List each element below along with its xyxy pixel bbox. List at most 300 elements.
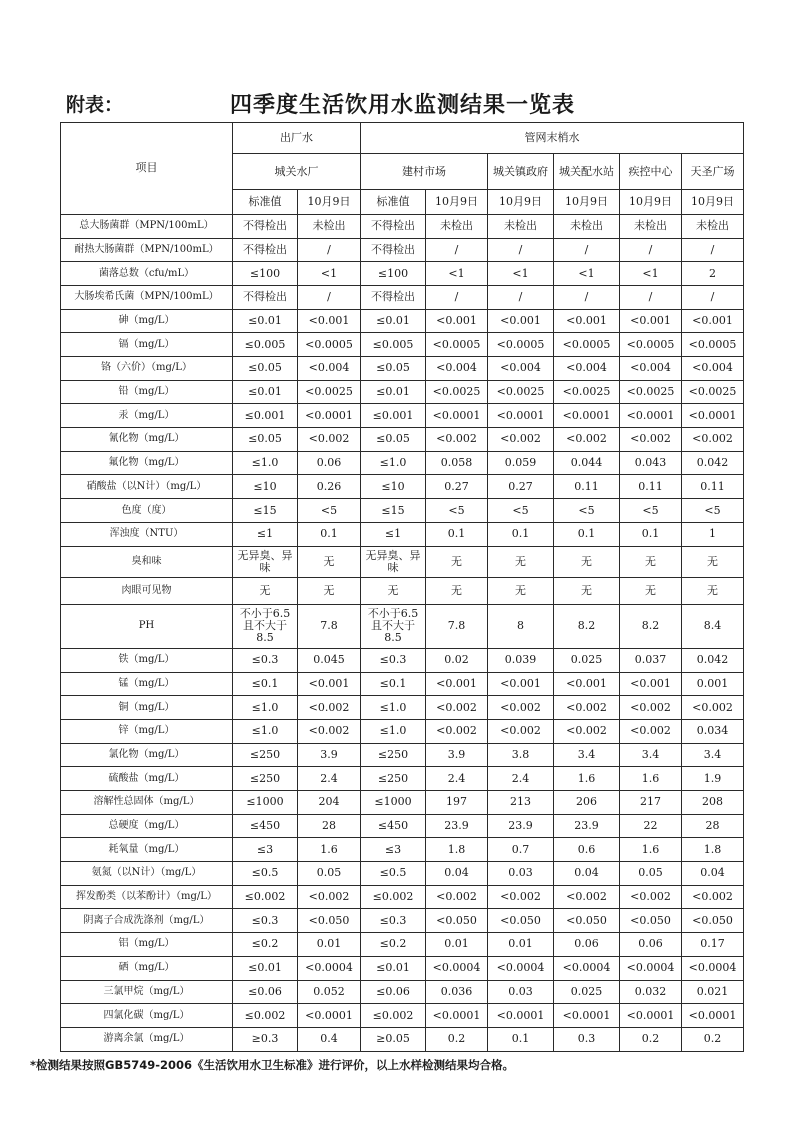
table-row	[61, 791, 744, 815]
result-cell: 0.043	[620, 451, 682, 475]
row-item-name: 镉（mg/L）	[61, 333, 233, 357]
result-cell: 无	[488, 577, 554, 604]
result-cell: <0.002	[426, 696, 488, 720]
row-item-name: 浑浊度（NTU）	[61, 522, 233, 546]
result-cell: 0.11	[620, 475, 682, 499]
date-header: 10月9日	[488, 189, 554, 214]
result-cell: <0.004	[426, 357, 488, 381]
standard-value-cell: ≤3	[233, 838, 298, 862]
standard-value-cell: ≤0.06	[233, 980, 298, 1004]
result-cell: <0.002	[554, 696, 620, 720]
result-cell: 1.6	[554, 767, 620, 791]
result-cell: 0.1	[298, 522, 361, 546]
standard-value-cell: 不小于6.5且不大于8.5	[233, 605, 298, 649]
result-cell: <0.0004	[620, 956, 682, 980]
appendix-label: 附表：	[66, 94, 124, 116]
table-row	[61, 357, 744, 381]
row-item-name: 氯化物（mg/L）	[61, 743, 233, 767]
result-cell: 206	[554, 791, 620, 815]
result-cell: <0.0001	[682, 1004, 744, 1028]
result-cell: 0.03	[488, 862, 554, 886]
date-header: 10月9日	[426, 189, 488, 214]
standard-value-cell: 无	[233, 577, 298, 604]
result-cell: 0.025	[554, 980, 620, 1004]
table-row	[61, 238, 744, 262]
result-cell: 1.6	[298, 838, 361, 862]
standard-value-cell: ≤250	[361, 767, 426, 791]
result-cell: 0.06	[620, 933, 682, 957]
result-cell: <0.0004	[488, 956, 554, 980]
table-row	[61, 309, 744, 333]
standard-value-cell: 无	[361, 577, 426, 604]
result-cell: 22	[620, 814, 682, 838]
result-cell: 0.26	[298, 475, 361, 499]
table-row	[61, 980, 744, 1004]
standard-value-cell: ≤250	[233, 743, 298, 767]
result-cell: <0.0025	[554, 380, 620, 404]
result-cell: <0.004	[620, 357, 682, 381]
standard-value-cell: 不小于6.5且不大于8.5	[361, 605, 426, 649]
standard-value-cell: ≤0.05	[361, 357, 426, 381]
result-cell: <5	[426, 499, 488, 523]
standard-value-cell: ≤0.01	[233, 380, 298, 404]
result-cell: 0.036	[426, 980, 488, 1004]
result-cell: 0.021	[682, 980, 744, 1004]
row-item-name: 铁（mg/L）	[61, 648, 233, 672]
result-cell: <0.0001	[488, 404, 554, 428]
result-cell: <0.0005	[488, 333, 554, 357]
result-cell: /	[554, 238, 620, 262]
result-cell: <0.0001	[426, 1004, 488, 1028]
table-row	[61, 499, 744, 523]
standard-value-cell: ≤1.0	[361, 451, 426, 475]
standard-value-cell: ≤0.01	[233, 309, 298, 333]
table-row	[61, 909, 744, 933]
group-pipe-water: 管网末梢水	[361, 123, 744, 154]
result-cell: <0.002	[298, 696, 361, 720]
result-cell: 23.9	[426, 814, 488, 838]
result-cell: 3.4	[554, 743, 620, 767]
standard-value-cell: ≤0.3	[233, 648, 298, 672]
result-cell: 7.8	[426, 605, 488, 649]
result-cell: 0.03	[488, 980, 554, 1004]
result-cell: 0.1	[426, 522, 488, 546]
result-cell: <0.002	[682, 428, 744, 452]
standard-header: 标准值	[233, 189, 298, 214]
result-cell: 未检出	[554, 214, 620, 238]
result-cell: <0.002	[620, 719, 682, 743]
result-cell: /	[554, 285, 620, 309]
standard-value-cell: ≤0.1	[361, 672, 426, 696]
table-row	[61, 1027, 744, 1051]
result-cell: 无	[554, 546, 620, 577]
row-item-name: 砷（mg/L）	[61, 309, 233, 333]
result-cell: <1	[298, 262, 361, 286]
result-cell: <0.002	[554, 885, 620, 909]
site-pipe-1: 城关镇政府	[488, 154, 554, 190]
standard-value-cell: ≤0.002	[361, 1004, 426, 1028]
result-cell: 23.9	[554, 814, 620, 838]
table-row	[61, 743, 744, 767]
row-item-name: 耐热大肠菌群（MPN/100mL）	[61, 238, 233, 262]
result-cell: 0.3	[554, 1027, 620, 1051]
table-row	[61, 333, 744, 357]
standard-value-cell: ≥0.05	[361, 1027, 426, 1051]
result-cell: 208	[682, 791, 744, 815]
result-cell: 0.27	[488, 475, 554, 499]
result-cell: <0.002	[488, 428, 554, 452]
result-cell: <0.0005	[620, 333, 682, 357]
site-pipe-2: 城关配水站	[554, 154, 620, 190]
result-cell: 7.8	[298, 605, 361, 649]
standard-value-cell: ≤100	[233, 262, 298, 286]
standard-value-cell: ≤0.002	[233, 1004, 298, 1028]
result-cell: /	[682, 238, 744, 262]
table-row	[61, 814, 744, 838]
result-cell: <0.002	[554, 719, 620, 743]
result-cell: <0.002	[488, 719, 554, 743]
table-row	[61, 285, 744, 309]
result-cell: 无	[298, 546, 361, 577]
result-cell: <0.0001	[620, 1004, 682, 1028]
standard-value-cell: ≤0.01	[361, 309, 426, 333]
group-factory-water: 出厂水	[233, 123, 361, 154]
standard-value-cell: ≤450	[361, 814, 426, 838]
result-cell: 0.4	[298, 1027, 361, 1051]
standard-value-cell: ≤0.005	[233, 333, 298, 357]
row-item-name: 硒（mg/L）	[61, 956, 233, 980]
result-cell: 197	[426, 791, 488, 815]
row-item-name: PH	[61, 605, 233, 649]
standard-value-cell: ≤3	[361, 838, 426, 862]
standard-value-cell: ≤0.3	[361, 648, 426, 672]
result-cell: 23.9	[488, 814, 554, 838]
result-cell: <0.0001	[682, 404, 744, 428]
result-cell: <0.001	[620, 672, 682, 696]
result-cell: 0.1	[554, 522, 620, 546]
result-cell: 8.2	[554, 605, 620, 649]
result-cell: 0.025	[554, 648, 620, 672]
result-cell: <0.002	[488, 885, 554, 909]
result-cell: <0.0025	[620, 380, 682, 404]
result-cell: <0.0005	[554, 333, 620, 357]
result-cell: 213	[488, 791, 554, 815]
result-cell: 0.052	[298, 980, 361, 1004]
result-cell: <0.0004	[298, 956, 361, 980]
result-cell: <0.002	[298, 885, 361, 909]
row-item-name: 铅（mg/L）	[61, 380, 233, 404]
result-cell: 0.02	[426, 648, 488, 672]
result-cell: <0.0025	[682, 380, 744, 404]
result-cell: 0.044	[554, 451, 620, 475]
results-table	[60, 122, 744, 1052]
result-cell: 无	[682, 577, 744, 604]
row-item-name: 总硬度（mg/L）	[61, 814, 233, 838]
result-cell: 0.11	[554, 475, 620, 499]
result-cell: 无	[426, 546, 488, 577]
standard-value-cell: ≤0.001	[233, 404, 298, 428]
result-cell: /	[620, 285, 682, 309]
result-cell: 2.4	[426, 767, 488, 791]
result-cell: <0.001	[426, 309, 488, 333]
table-row	[61, 214, 744, 238]
result-cell: 无	[620, 577, 682, 604]
result-cell: <0.002	[488, 696, 554, 720]
result-cell: <0.002	[620, 885, 682, 909]
standard-value-cell: ≥0.3	[233, 1027, 298, 1051]
result-cell: <1	[488, 262, 554, 286]
standard-value-cell: 无异臭、异味	[233, 546, 298, 577]
result-cell: 3.4	[682, 743, 744, 767]
row-item-name: 三氯甲烷（mg/L）	[61, 980, 233, 1004]
result-cell: 无	[620, 546, 682, 577]
result-cell: 0.7	[488, 838, 554, 862]
row-item-name: 耗氧量（mg/L）	[61, 838, 233, 862]
result-cell: <1	[554, 262, 620, 286]
row-item-name: 阴离子合成洗涤剂（mg/L）	[61, 909, 233, 933]
table-row	[61, 933, 744, 957]
result-cell: 1.8	[426, 838, 488, 862]
result-cell: <1	[426, 262, 488, 286]
result-cell: <0.002	[620, 428, 682, 452]
result-cell: <0.0005	[682, 333, 744, 357]
result-cell: 无	[554, 577, 620, 604]
result-cell: 0.059	[488, 451, 554, 475]
result-cell: 未检出	[488, 214, 554, 238]
date-header: 10月9日	[298, 189, 361, 214]
result-cell: 28	[682, 814, 744, 838]
standard-value-cell: ≤15	[361, 499, 426, 523]
result-cell: <0.0001	[554, 404, 620, 428]
standard-value-cell: ≤1.0	[361, 719, 426, 743]
result-cell: 未检出	[682, 214, 744, 238]
standard-value-cell: ≤1000	[233, 791, 298, 815]
row-item-name: 溶解性总固体（mg/L）	[61, 791, 233, 815]
result-cell: <0.001	[488, 309, 554, 333]
result-cell: <0.0004	[426, 956, 488, 980]
result-cell: <0.0004	[682, 956, 744, 980]
result-cell: <0.001	[298, 309, 361, 333]
table-row	[61, 862, 744, 886]
table-row	[61, 404, 744, 428]
result-cell: <5	[298, 499, 361, 523]
result-cell: 0.06	[298, 451, 361, 475]
standard-value-cell: ≤0.06	[361, 980, 426, 1004]
result-cell: <5	[488, 499, 554, 523]
row-item-name: 菌落总数（cfu/mL）	[61, 262, 233, 286]
result-cell: 0.042	[682, 648, 744, 672]
result-cell: 0.6	[554, 838, 620, 862]
row-item-name: 氰化物（mg/L）	[61, 428, 233, 452]
result-cell: 0.01	[426, 933, 488, 957]
row-item-name: 铝（mg/L）	[61, 933, 233, 957]
result-cell: <5	[682, 499, 744, 523]
result-cell: /	[426, 285, 488, 309]
result-cell: /	[298, 285, 361, 309]
result-cell: 0.032	[620, 980, 682, 1004]
result-cell: <0.0025	[298, 380, 361, 404]
site-pipe-3: 疾控中心	[620, 154, 682, 190]
result-cell: 0.039	[488, 648, 554, 672]
standard-value-cell: ≤1.0	[361, 696, 426, 720]
result-cell: 0.11	[682, 475, 744, 499]
result-cell: 无	[488, 546, 554, 577]
result-cell: <0.002	[682, 885, 744, 909]
standard-value-cell: 不得检出	[233, 214, 298, 238]
result-cell: 0.1	[488, 1027, 554, 1051]
item-header: 项目	[61, 123, 233, 215]
standard-value-cell: ≤0.3	[233, 909, 298, 933]
row-item-name: 汞（mg/L）	[61, 404, 233, 428]
result-cell: 2	[682, 262, 744, 286]
result-cell: 0.2	[682, 1027, 744, 1051]
standard-value-cell: ≤0.5	[361, 862, 426, 886]
row-item-name: 肉眼可见物	[61, 577, 233, 604]
result-cell: <0.002	[554, 428, 620, 452]
standard-value-cell: ≤0.05	[233, 428, 298, 452]
result-cell: 3.9	[298, 743, 361, 767]
result-cell: <0.0001	[620, 404, 682, 428]
result-cell: 0.17	[682, 933, 744, 957]
result-cell: 1	[682, 522, 744, 546]
result-cell: <0.002	[298, 719, 361, 743]
result-cell: 未检出	[620, 214, 682, 238]
standard-value-cell: ≤0.1	[233, 672, 298, 696]
result-cell: 3.4	[620, 743, 682, 767]
table-row	[61, 451, 744, 475]
result-cell: 8	[488, 605, 554, 649]
standard-value-cell: ≤0.001	[361, 404, 426, 428]
result-cell: <0.004	[554, 357, 620, 381]
result-cell: 0.27	[426, 475, 488, 499]
date-header: 10月9日	[682, 189, 744, 214]
result-cell: 0.01	[298, 933, 361, 957]
result-cell: 204	[298, 791, 361, 815]
standard-value-cell: ≤0.2	[233, 933, 298, 957]
result-cell: /	[426, 238, 488, 262]
standard-value-cell: ≤10	[233, 475, 298, 499]
table-row	[61, 522, 744, 546]
result-cell: <0.050	[488, 909, 554, 933]
row-item-name: 氟化物（mg/L）	[61, 451, 233, 475]
result-cell: /	[298, 238, 361, 262]
table-row	[61, 838, 744, 862]
standard-value-cell: ≤0.2	[361, 933, 426, 957]
result-cell: <0.0005	[298, 333, 361, 357]
result-cell: 0.04	[682, 862, 744, 886]
date-header: 10月9日	[554, 189, 620, 214]
standard-value-cell: ≤0.005	[361, 333, 426, 357]
result-cell: 未检出	[426, 214, 488, 238]
table-row	[61, 696, 744, 720]
date-header: 10月9日	[620, 189, 682, 214]
row-item-name: 大肠埃希氏菌（MPN/100mL）	[61, 285, 233, 309]
result-cell: <0.0001	[426, 404, 488, 428]
table-row	[61, 428, 744, 452]
result-cell: <5	[554, 499, 620, 523]
standard-value-cell: 无异臭、异味	[361, 546, 426, 577]
standard-value-cell: ≤0.01	[361, 380, 426, 404]
table-row	[61, 475, 744, 499]
standard-value-cell: ≤0.01	[233, 956, 298, 980]
standard-value-cell: ≤1.0	[233, 451, 298, 475]
result-cell: <0.001	[488, 672, 554, 696]
row-item-name: 游离余氯（mg/L）	[61, 1027, 233, 1051]
result-cell: 0.2	[426, 1027, 488, 1051]
result-cell: /	[488, 238, 554, 262]
result-cell: 0.06	[554, 933, 620, 957]
result-cell: 0.04	[426, 862, 488, 886]
row-item-name: 色度（度）	[61, 499, 233, 523]
result-cell: <0.050	[298, 909, 361, 933]
result-cell: 2.4	[298, 767, 361, 791]
result-cell: 未检出	[298, 214, 361, 238]
result-cell: <0.002	[298, 428, 361, 452]
result-cell: 0.1	[620, 522, 682, 546]
standard-value-cell: ≤1000	[361, 791, 426, 815]
table-row	[61, 719, 744, 743]
result-cell: <0.002	[620, 696, 682, 720]
page-title: 四季度生活饮用水监测结果一览表	[230, 93, 576, 118]
table-row	[61, 672, 744, 696]
row-item-name: 硫酸盐（mg/L）	[61, 767, 233, 791]
result-cell: 1.6	[620, 838, 682, 862]
row-item-name: 硝酸盐（以N计）（mg/L）	[61, 475, 233, 499]
result-cell: 8.4	[682, 605, 744, 649]
table-row	[61, 577, 744, 604]
result-cell: 8.2	[620, 605, 682, 649]
result-cell: <0.004	[488, 357, 554, 381]
result-cell: 无	[682, 546, 744, 577]
result-cell: /	[682, 285, 744, 309]
table-row	[61, 380, 744, 404]
standard-value-cell: ≤100	[361, 262, 426, 286]
standard-value-cell: ≤1.0	[233, 696, 298, 720]
result-cell: 0.2	[620, 1027, 682, 1051]
table-row	[61, 605, 744, 649]
result-cell: 0.034	[682, 719, 744, 743]
standard-value-cell: ≤0.3	[361, 909, 426, 933]
result-cell: /	[488, 285, 554, 309]
table-row	[61, 546, 744, 577]
standard-value-cell: ≤0.002	[361, 885, 426, 909]
result-cell: 0.01	[488, 933, 554, 957]
standard-value-cell: ≤250	[233, 767, 298, 791]
result-cell: 0.058	[426, 451, 488, 475]
standard-value-cell: ≤450	[233, 814, 298, 838]
result-cell: 1.8	[682, 838, 744, 862]
standard-value-cell: 不得检出	[233, 238, 298, 262]
standard-value-cell: ≤0.05	[361, 428, 426, 452]
row-item-name: 挥发酚类（以苯酚计）（mg/L）	[61, 885, 233, 909]
standard-value-cell: ≤250	[361, 743, 426, 767]
result-cell: <0.002	[682, 696, 744, 720]
result-cell: 2.4	[488, 767, 554, 791]
result-cell: <0.050	[620, 909, 682, 933]
result-cell: 0.045	[298, 648, 361, 672]
result-cell: 28	[298, 814, 361, 838]
table-row	[61, 1004, 744, 1028]
result-cell: <0.0025	[488, 380, 554, 404]
row-item-name: 锰（mg/L）	[61, 672, 233, 696]
table-row	[61, 767, 744, 791]
result-cell: <0.004	[298, 357, 361, 381]
row-item-name: 氨氮（以N计）（mg/L）	[61, 862, 233, 886]
standard-value-cell: ≤1.0	[233, 719, 298, 743]
standard-value-cell: 不得检出	[233, 285, 298, 309]
result-cell: <0.001	[682, 309, 744, 333]
result-cell: 无	[298, 577, 361, 604]
